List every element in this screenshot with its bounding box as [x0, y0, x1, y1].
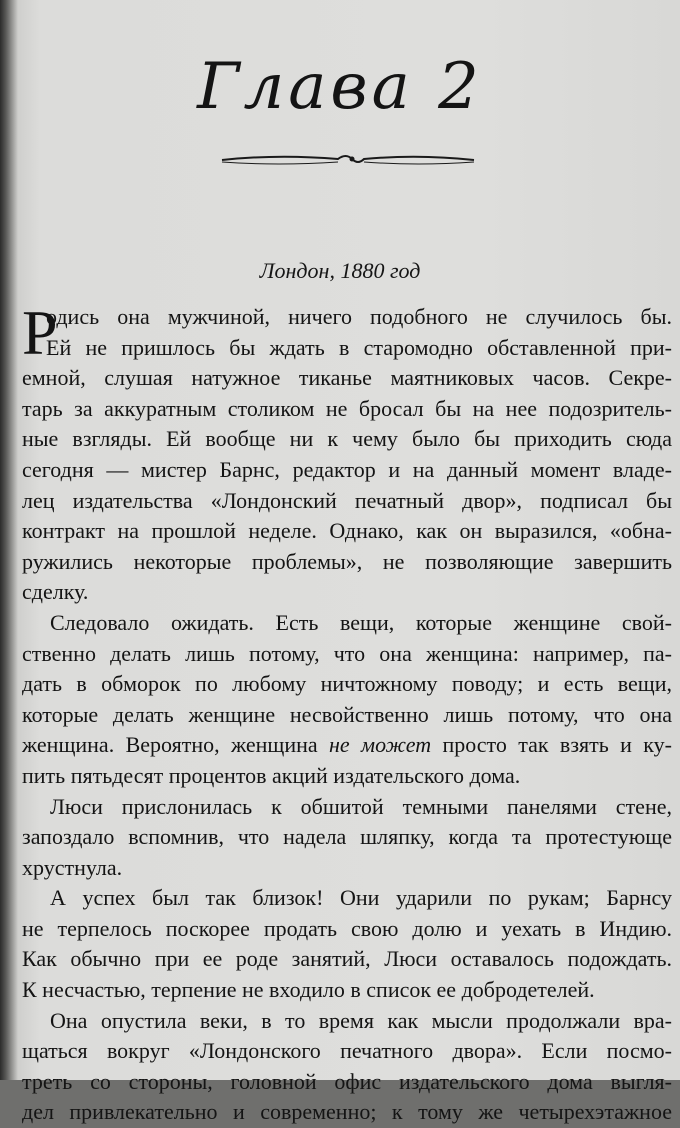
text-line: дать в обморок по любому ничтожному поводу; и есть вещи,	[22, 671, 672, 697]
paragraph-4	[22, 883, 672, 1005]
text-line: запоздало вспомнив, что надела шляпку, когда та протестующе	[22, 824, 672, 850]
text-line: К несчастью, терпение не входило в список ее добродетелей.	[22, 977, 595, 1003]
text-fragment: просто так взять и ку-	[431, 732, 672, 758]
text-line: Как обычно при ее роде занятий, Люси оставалось подождать.	[22, 946, 672, 972]
text-line: хрустнула.	[22, 854, 123, 880]
text-line: которые делать женщине несвойственно лишь потому, что она	[22, 701, 672, 727]
chapter-title: Глава 2	[197, 50, 483, 124]
text-fragment: женщина. Вероятно, женщина	[22, 732, 330, 758]
text-line: одись она мужчиной, ничего подобного не случилось бы.	[46, 304, 672, 329]
text-line: Люси прислонилась к обшитой темными панелями стене,	[50, 793, 672, 819]
text-line: Следовало ожидать. Есть вещи, которые женщине свой-	[50, 609, 672, 635]
text-line: А успех был так близок! Они ударили по рукам; Барнсу	[50, 885, 672, 911]
text-line: ружились некоторые проблемы», не позволяющие завершить	[22, 548, 672, 574]
text-line: емной, слушая натужное тиканье маятниковых часов. Секре-	[22, 365, 672, 391]
paragraph-1	[22, 297, 672, 608]
text-line: дел привлекательно и современно; к тому же четырехэтажное	[22, 1099, 672, 1125]
text-line: Ей не пришлось бы ждать в старомодно обставленной при-	[46, 334, 672, 360]
paragraph-3	[22, 792, 672, 884]
text-line: пить пятьдесят процентов акций издательского дома.	[22, 762, 521, 788]
text-line: сделку.	[22, 579, 89, 605]
emphasis-text: не может	[329, 732, 432, 758]
text-line: Она опустила веки, в то время как мысли продолжали вра-	[50, 1007, 672, 1033]
text-line: тарь за аккуратным столиком не бросал бы на нее подозритель-	[22, 395, 672, 421]
text-line: сегодня — мистер Барнс, редактор и на данный момент владе-	[22, 456, 672, 482]
text-line: лец издательства «Лондонский печатный двор», подписал бы	[22, 487, 672, 513]
ornament-divider-icon	[218, 150, 478, 170]
place-date: Лондон, 1880 год	[259, 258, 421, 283]
text-line: контракт на прошлой неделе. Однако, как он выразился, «обна-	[22, 518, 672, 544]
drop-cap: Р	[22, 297, 58, 368]
text-line: ственно делать лишь потому, что она женщина: например, па-	[22, 640, 672, 666]
paragraph-5	[22, 1006, 672, 1128]
text-line: не терпелось поскорее продать свою долю и уехать в Индию.	[22, 915, 672, 941]
body-text	[22, 297, 672, 1128]
text-line: ные взгляды. Ей вообще ни к чему было бы приходить сюда	[22, 426, 672, 452]
paragraph-2	[22, 608, 672, 792]
text-line	[22, 730, 672, 761]
text-line: щаться вокруг «Лондонского печатного двора». Если посмо-	[22, 1038, 672, 1064]
text-line: треть со стороны, головной офис издательского дома выгля-	[22, 1068, 672, 1094]
